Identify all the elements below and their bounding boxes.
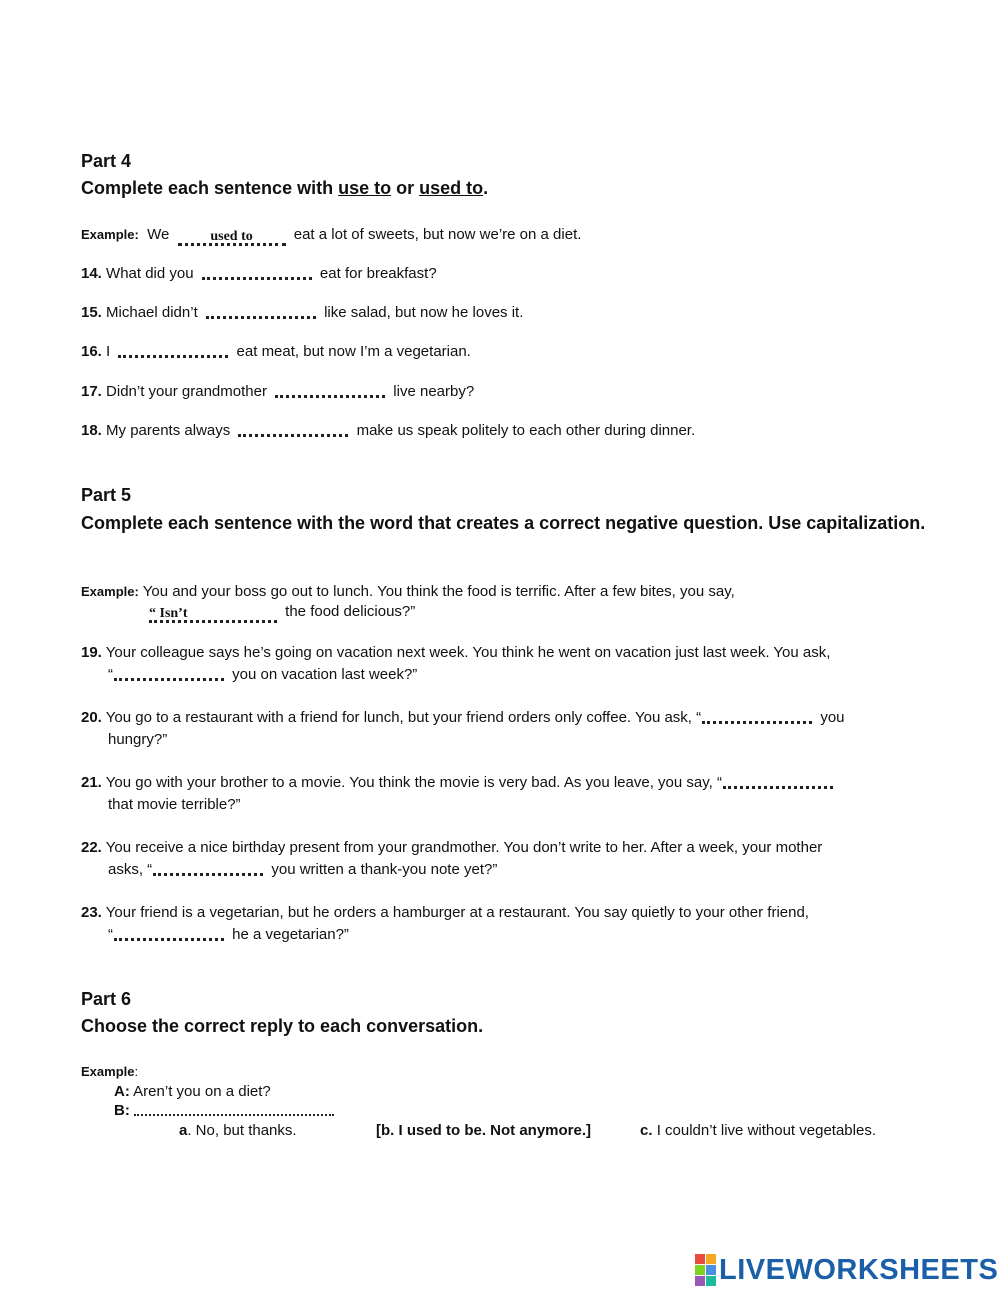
- question-23: [81, 902, 809, 946]
- example-text: You and your boss go out to lunch. You think the food is terrific. After a few bites, you say,: [142, 583, 735, 600]
- instr-text: or: [391, 178, 420, 198]
- question-text: you: [820, 709, 845, 726]
- question-text: like salad, but now he loves it.: [324, 304, 524, 321]
- part4-instructions: [81, 178, 488, 199]
- example-answer: used to: [178, 230, 286, 246]
- example-text: eat a lot of sweets, but now we’re on a diet.: [293, 226, 582, 243]
- question-text: “: [108, 926, 113, 943]
- answer-blank-14[interactable]: [202, 266, 312, 280]
- speaker-b-label: B:: [114, 1102, 130, 1119]
- question-text: Didn’t your grandmother: [106, 383, 267, 400]
- option-a-label: a: [179, 1122, 188, 1139]
- question-text: hungry?”: [108, 731, 168, 748]
- option-c-label: c.: [640, 1122, 653, 1139]
- question-text: live nearby?: [393, 383, 475, 400]
- speaker-a-line: [114, 1083, 271, 1100]
- example-label: Example:: [81, 227, 139, 242]
- question-text: You go to a restaurant with a friend for lunch, but your friend orders only coffee. You ask, “: [105, 709, 702, 726]
- question-text: What did you: [106, 265, 194, 282]
- question-text: Your friend is a vegetarian, but he orders a hamburger at a restaurant. You say quietly to your other friend,: [105, 904, 809, 921]
- answer-blank-16[interactable]: [118, 344, 228, 358]
- option-a-text: . No, but thanks.: [187, 1122, 297, 1139]
- question-15: [81, 304, 523, 321]
- question-14: [81, 265, 437, 282]
- question-20: [81, 707, 845, 751]
- example-text: We: [147, 226, 170, 243]
- question-number: 18.: [81, 422, 102, 439]
- question-text: “: [108, 666, 113, 683]
- instr-underline-2: used to: [419, 178, 484, 198]
- question-text: that movie terrible?”: [108, 796, 241, 813]
- answer-blank-20[interactable]: [702, 710, 812, 724]
- option-c-text: I couldn’t live without vegetables.: [656, 1122, 876, 1139]
- logo-block: [706, 1265, 716, 1275]
- question-text: eat for breakfast?: [319, 265, 437, 282]
- question-number: 14.: [81, 265, 102, 282]
- option-b[interactable]: [b. I used to be. Not anymore.]: [376, 1122, 592, 1139]
- answer-blank-17[interactable]: [275, 384, 385, 398]
- logo-blocks-icon: [695, 1254, 716, 1286]
- logo-block: [706, 1254, 716, 1264]
- question-text: asks, “: [108, 861, 153, 878]
- question-number: 15.: [81, 304, 102, 321]
- answer-blank-15[interactable]: [206, 305, 316, 319]
- question-17: [81, 383, 474, 400]
- answer-blank-21[interactable]: [723, 775, 833, 789]
- question-18: [81, 422, 695, 439]
- speaker-b-line: [114, 1102, 334, 1119]
- instr-text: Complete each sentence with: [81, 178, 339, 198]
- question-text: he a vegetarian?”: [232, 926, 349, 943]
- question-text: you written a thank-you note yet?”: [271, 861, 498, 878]
- part6-example-label: [81, 1064, 138, 1079]
- part6-instructions: Choose the correct reply to each conversation.: [81, 1016, 484, 1036]
- question-number: 22.: [81, 839, 102, 856]
- answer-blank-19[interactable]: [114, 667, 224, 681]
- logo-block: [706, 1276, 716, 1286]
- question-text: you on vacation last week?”: [232, 666, 418, 683]
- question-number: 16.: [81, 343, 102, 360]
- question-16: [81, 343, 471, 360]
- logo-block: [695, 1276, 705, 1286]
- question-19: [81, 642, 830, 686]
- question-text: eat meat, but now I’m a vegetarian.: [236, 343, 471, 360]
- example-label: Example: [81, 1064, 135, 1079]
- question-text: make us speak politely to each other during dinner.: [356, 422, 696, 439]
- question-number: 23.: [81, 904, 102, 921]
- question-text: You go with your brother to a movie. You think the movie is very bad. As you leave, you say, “: [105, 774, 722, 791]
- example-colon: :: [134, 1064, 139, 1079]
- answer-blank-22[interactable]: [153, 862, 263, 876]
- question-text: My parents always: [106, 422, 231, 439]
- liveworksheets-logo: [695, 1253, 998, 1287]
- speaker-a-text: Aren’t you on a diet?: [133, 1083, 271, 1100]
- answer-blank-23[interactable]: [114, 927, 224, 941]
- logo-block: [695, 1254, 705, 1264]
- example-answer: “ Isn’t: [149, 607, 277, 623]
- question-22: [81, 837, 822, 881]
- question-number: 20.: [81, 709, 102, 726]
- example-text: the food delicious?”: [285, 603, 416, 620]
- question-text: Michael didn’t: [106, 304, 198, 321]
- part6-title: Part 6: [81, 989, 132, 1009]
- logo-text: LIVEWORKSHEETS: [719, 1253, 999, 1286]
- example-label: Example:: [81, 584, 139, 599]
- part5-title: Part 5: [81, 485, 132, 505]
- question-number: 17.: [81, 383, 102, 400]
- reply-blank: [134, 1104, 334, 1116]
- instr-text: .: [483, 178, 489, 198]
- part5-instructions: Complete each sentence with the word that creates a correct negative question. Use capitalization.: [81, 513, 926, 533]
- part4-title: Part 4: [81, 151, 132, 171]
- question-text: I: [106, 343, 111, 360]
- part4-example: [81, 226, 581, 246]
- question-text: Your colleague says he’s going on vacation next week. You think he went on vacation just last week. You ask,: [105, 644, 831, 661]
- question-number: 19.: [81, 644, 102, 661]
- question-text: You receive a nice birthday present from your grandmother. You don’t write to her. After a week, your mother: [105, 839, 823, 856]
- option-c[interactable]: [640, 1122, 876, 1139]
- speaker-a-label: A:: [114, 1083, 130, 1100]
- part5-example: [81, 582, 735, 623]
- logo-block: [695, 1265, 705, 1275]
- instr-underline-1: use to: [338, 178, 392, 198]
- question-number: 21.: [81, 774, 102, 791]
- option-a[interactable]: [179, 1122, 297, 1139]
- answer-blank-18[interactable]: [238, 423, 348, 437]
- question-21: [81, 772, 837, 816]
